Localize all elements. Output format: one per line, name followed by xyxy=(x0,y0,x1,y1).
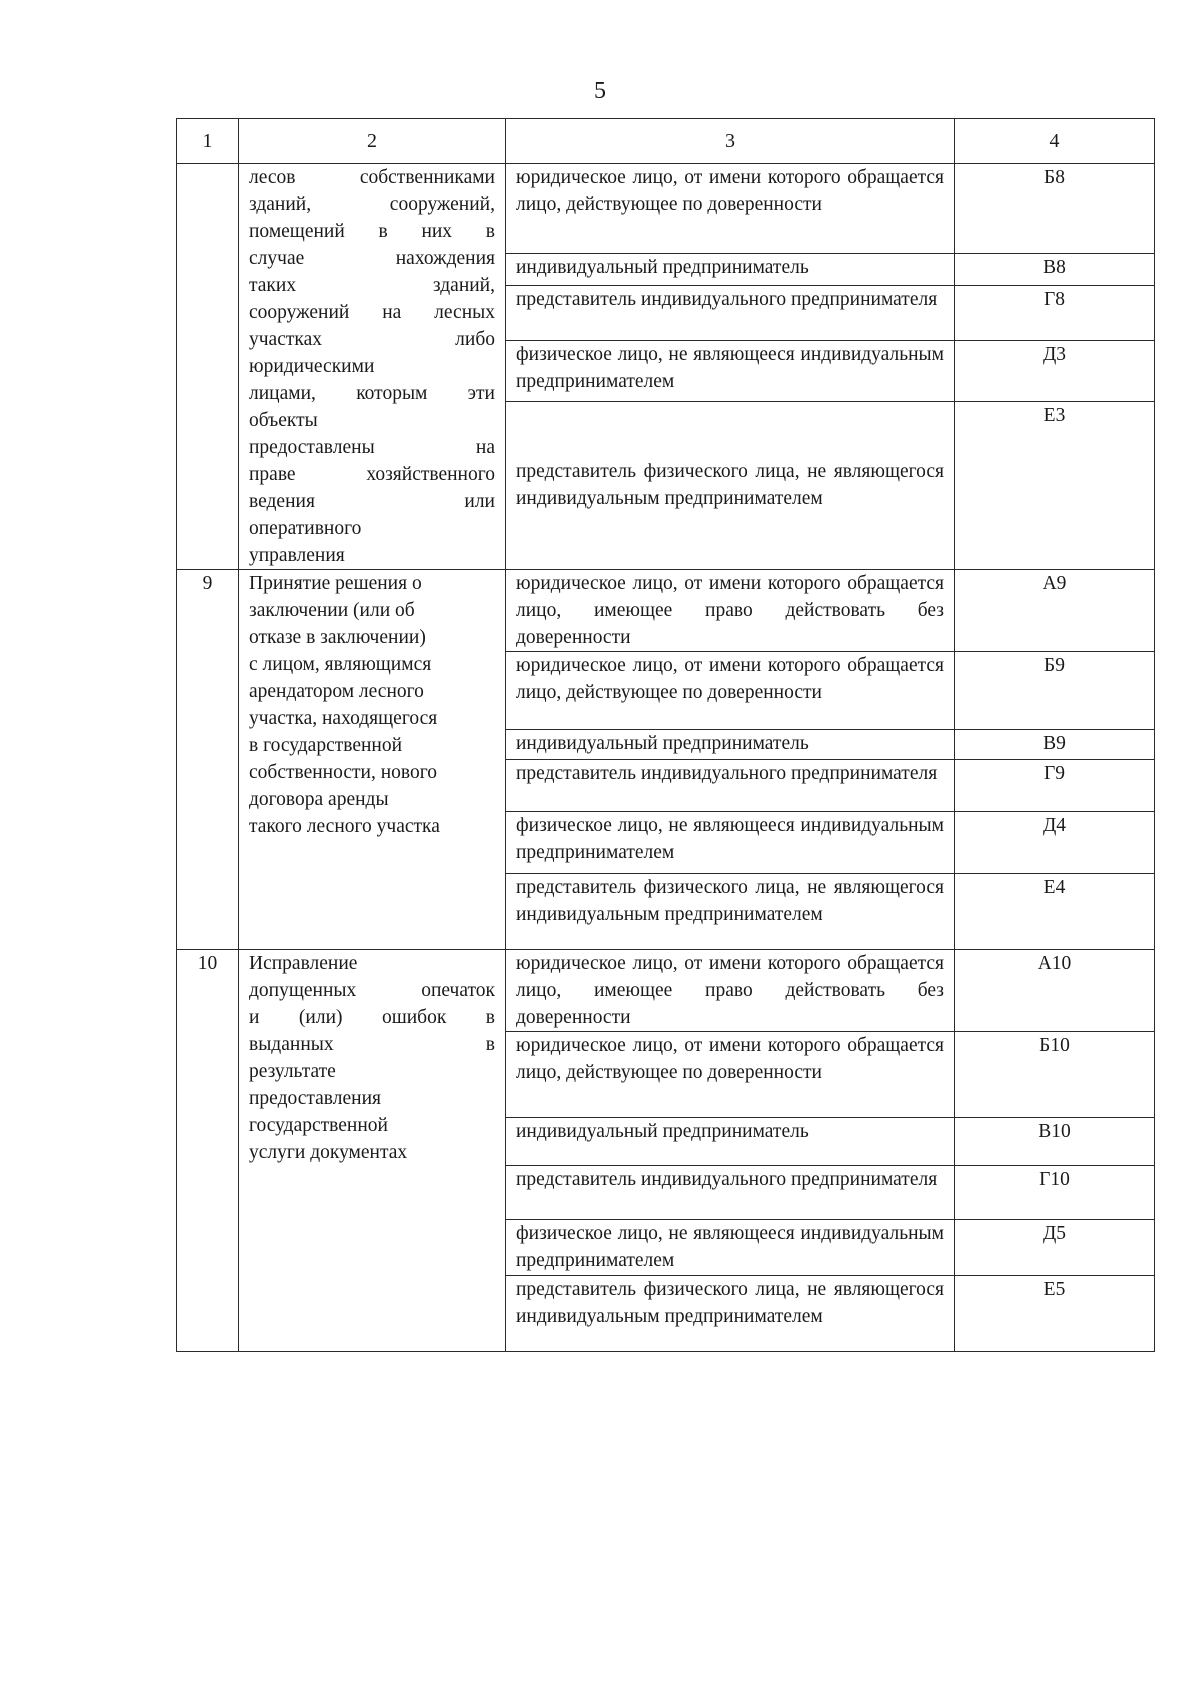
applicant-code: Д4 xyxy=(955,812,1155,874)
description-line: случае нахождения xyxy=(249,248,495,269)
applicant-code: Г10 xyxy=(955,1166,1155,1220)
applicant-category: юридическое лицо, от имени которого обращается лицо, имеющее право действовать без доверенности xyxy=(506,570,955,652)
description-line: заключении (или об xyxy=(249,600,415,621)
description-line: праве хозяйственного xyxy=(249,464,495,485)
applicant-category: юридическое лицо, от имени которого обращается лицо, действующее по доверенности xyxy=(506,652,955,730)
applicant-category: физическое лицо, не являющееся индивидуальным предпринимателем xyxy=(506,812,955,874)
applicant-category: представитель индивидуального предпринимателя xyxy=(506,1166,955,1220)
applicant-code: Б9 xyxy=(955,652,1155,730)
applicant-code: Е5 xyxy=(955,1276,1155,1352)
description-line: выданных в xyxy=(249,1034,495,1055)
applicant-code: Г8 xyxy=(955,286,1155,341)
applicant-category: индивидуальный предприниматель xyxy=(506,730,955,760)
description-line: ведения или xyxy=(249,491,495,512)
applicant-code: А9 xyxy=(955,570,1155,652)
applicant-code: Е4 xyxy=(955,874,1155,950)
description-line: зданий, сооружений, xyxy=(249,194,495,215)
service-description xyxy=(239,164,506,570)
description-line: арендатором лесного xyxy=(249,681,424,702)
applicant-category: индивидуальный предприниматель xyxy=(506,254,955,286)
description-line: такого лесного участка xyxy=(249,816,440,837)
description-line: лицами, которым эти xyxy=(249,383,495,404)
service-description xyxy=(239,950,506,1352)
applicant-category: представитель физического лица, не являющегося индивидуальным предпринимателем xyxy=(506,401,955,569)
applicant-category: физическое лицо, не являющееся индивидуальным предпринимателем xyxy=(506,340,955,401)
description-line: предоставлены на xyxy=(249,437,495,458)
description-line: с лицом, являющимся xyxy=(249,654,432,675)
description-line: договора аренды xyxy=(249,789,389,810)
description-line: помещений в них в xyxy=(249,221,495,242)
table-row xyxy=(177,164,1155,254)
description-line: участках либо xyxy=(249,329,495,350)
applicant-code: Е3 xyxy=(955,401,1155,569)
page-number: 5 xyxy=(594,78,606,104)
description-line: таких зданий, xyxy=(249,275,495,296)
description-line: управления xyxy=(249,545,345,566)
description-line: Принятие решения о xyxy=(249,573,422,594)
applicant-code: Б8 xyxy=(955,164,1155,254)
header-col-4: 4 xyxy=(955,119,1155,164)
description-line: и (или) ошибок в xyxy=(249,1007,495,1028)
applicant-code: В9 xyxy=(955,730,1155,760)
applicant-category: юридическое лицо, от имени которого обращается лицо, имеющее право действовать без доверенности xyxy=(506,950,955,1032)
description-line: результате xyxy=(249,1061,336,1082)
description-line: участка, находящегося xyxy=(249,708,438,729)
applicant-category: физическое лицо, не являющееся индивидуальным предпринимателем xyxy=(506,1220,955,1276)
description-line: Исправление xyxy=(249,953,358,974)
description-line: государственной xyxy=(249,1115,388,1136)
applicant-code: В10 xyxy=(955,1118,1155,1166)
description-line: сооружений на лесных xyxy=(249,302,495,323)
applicant-code: Д3 xyxy=(955,340,1155,401)
table-row xyxy=(177,570,1155,652)
applicant-category: представитель индивидуального предпринимателя xyxy=(506,286,955,341)
applicant-category: представитель физического лица, не являющегося индивидуальным предпринимателем xyxy=(506,1276,955,1352)
description-line: собственности, нового xyxy=(249,762,437,783)
applicant-category: юридическое лицо, от имени которого обращается лицо, действующее по доверенности xyxy=(506,1032,955,1118)
applicant-code: Д5 xyxy=(955,1220,1155,1276)
description-line: оперативного xyxy=(249,518,362,539)
applicant-category: юридическое лицо, от имени которого обращается лицо, действующее по доверенности xyxy=(506,164,955,254)
description-line: объекты xyxy=(249,410,318,431)
header-col-3: 3 xyxy=(506,119,955,164)
description-line: в государственной xyxy=(249,735,403,756)
description-line: предоставления xyxy=(249,1088,381,1109)
applicant-code: В8 xyxy=(955,254,1155,286)
applicant-category: индивидуальный предприниматель xyxy=(506,1118,955,1166)
table-row xyxy=(177,950,1155,1032)
applicant-code: Б10 xyxy=(955,1032,1155,1118)
applicant-category: представитель физического лица, не являющегося индивидуальным предпринимателем xyxy=(506,874,955,950)
header-col-1: 1 xyxy=(177,119,239,164)
service-description xyxy=(239,570,506,950)
applicant-category: представитель индивидуального предпринимателя xyxy=(506,760,955,812)
services-table xyxy=(176,118,1155,1352)
description-line: услуги документах xyxy=(249,1142,408,1163)
service-number: 10 xyxy=(177,950,239,1352)
service-number xyxy=(177,164,239,570)
description-line: лесов собственниками xyxy=(249,167,495,188)
header-col-2: 2 xyxy=(239,119,506,164)
applicant-code: Г9 xyxy=(955,760,1155,812)
service-number: 9 xyxy=(177,570,239,950)
description-line: юридическими xyxy=(249,356,375,377)
description-line: отказе в заключении) xyxy=(249,627,426,648)
description-line: допущенных опечаток xyxy=(249,980,495,1001)
applicant-code: А10 xyxy=(955,950,1155,1032)
table-header-row xyxy=(177,119,1155,164)
